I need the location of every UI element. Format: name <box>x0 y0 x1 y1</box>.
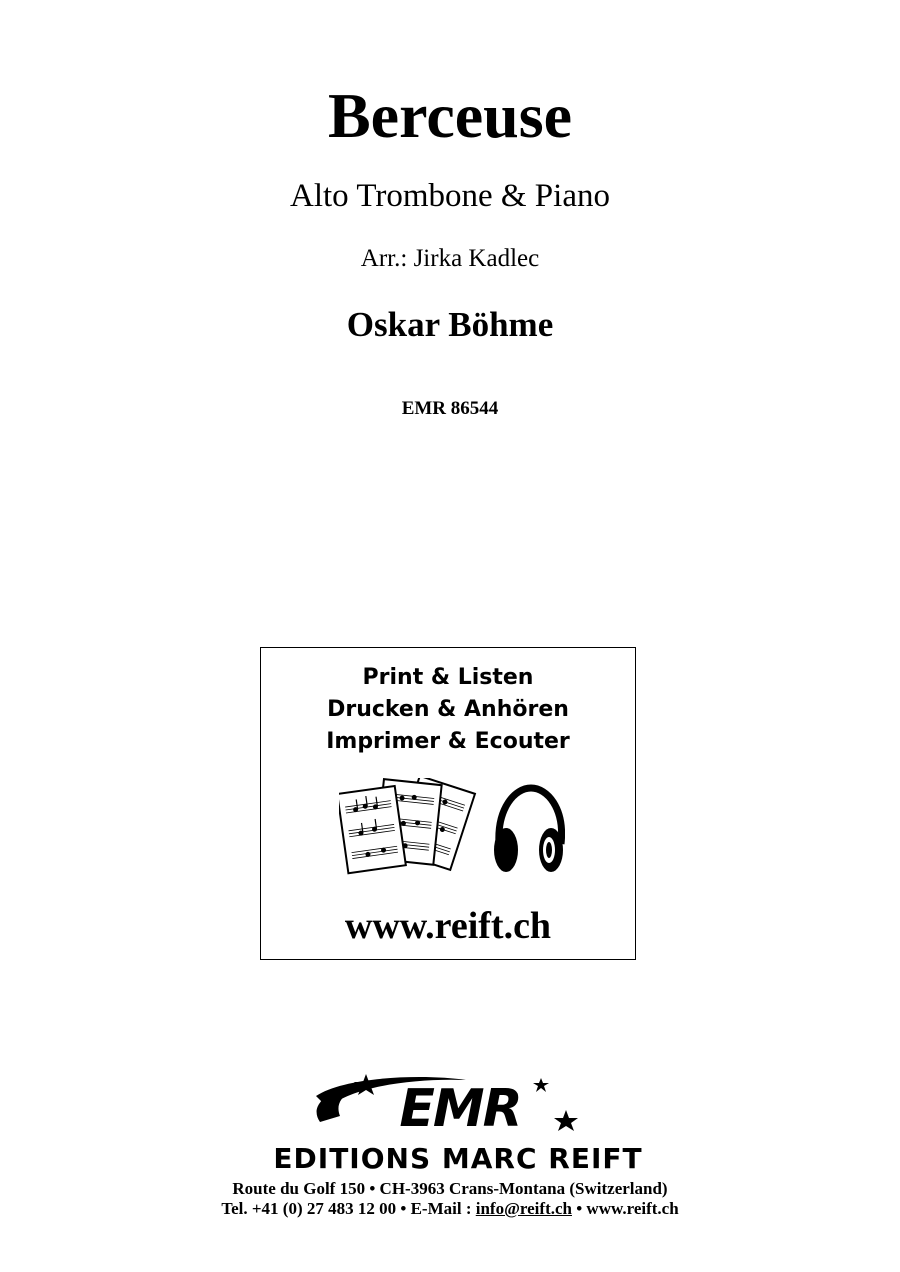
contact-website[interactable]: • www.reift.ch <box>571 1199 679 1218</box>
publisher-contact <box>0 1198 900 1219</box>
composer: Oskar Böhme <box>346 305 554 344</box>
publisher-address: Route du Golf 150 • CH-3963 Crans-Montana (Switzerland) <box>232 1179 668 1198</box>
promo-line-english: Print & Listen <box>362 665 534 690</box>
title: Berceuse <box>327 80 573 151</box>
svg-text:EDITIONS MARC REIFT: EDITIONS MARC REIFT <box>273 1142 643 1174</box>
catalog-number: EMR 86544 <box>401 398 499 419</box>
website-url[interactable]: www.reift.ch <box>344 905 552 947</box>
promo-illustration <box>339 778 565 884</box>
instrumentation: Alto Trombone & Piano <box>290 178 610 214</box>
print-listen-box <box>260 647 636 960</box>
contact-phone: Tel. +41 (0) 27 483 12 00 • E-Mail : <box>221 1199 476 1218</box>
email-link[interactable]: info@reift.ch <box>475 1199 572 1218</box>
headphones-icon <box>494 788 563 872</box>
emr-logo <box>236 1074 680 1174</box>
promo-line-german: Drucken & Anhören <box>327 697 569 722</box>
arranger: Arr.: Jirka Kadlec <box>360 245 540 272</box>
sheet-music-icon <box>339 778 475 873</box>
promo-line-french: Imprimer & Ecouter <box>326 729 570 754</box>
svg-text:EMR: EMR <box>399 1079 521 1139</box>
